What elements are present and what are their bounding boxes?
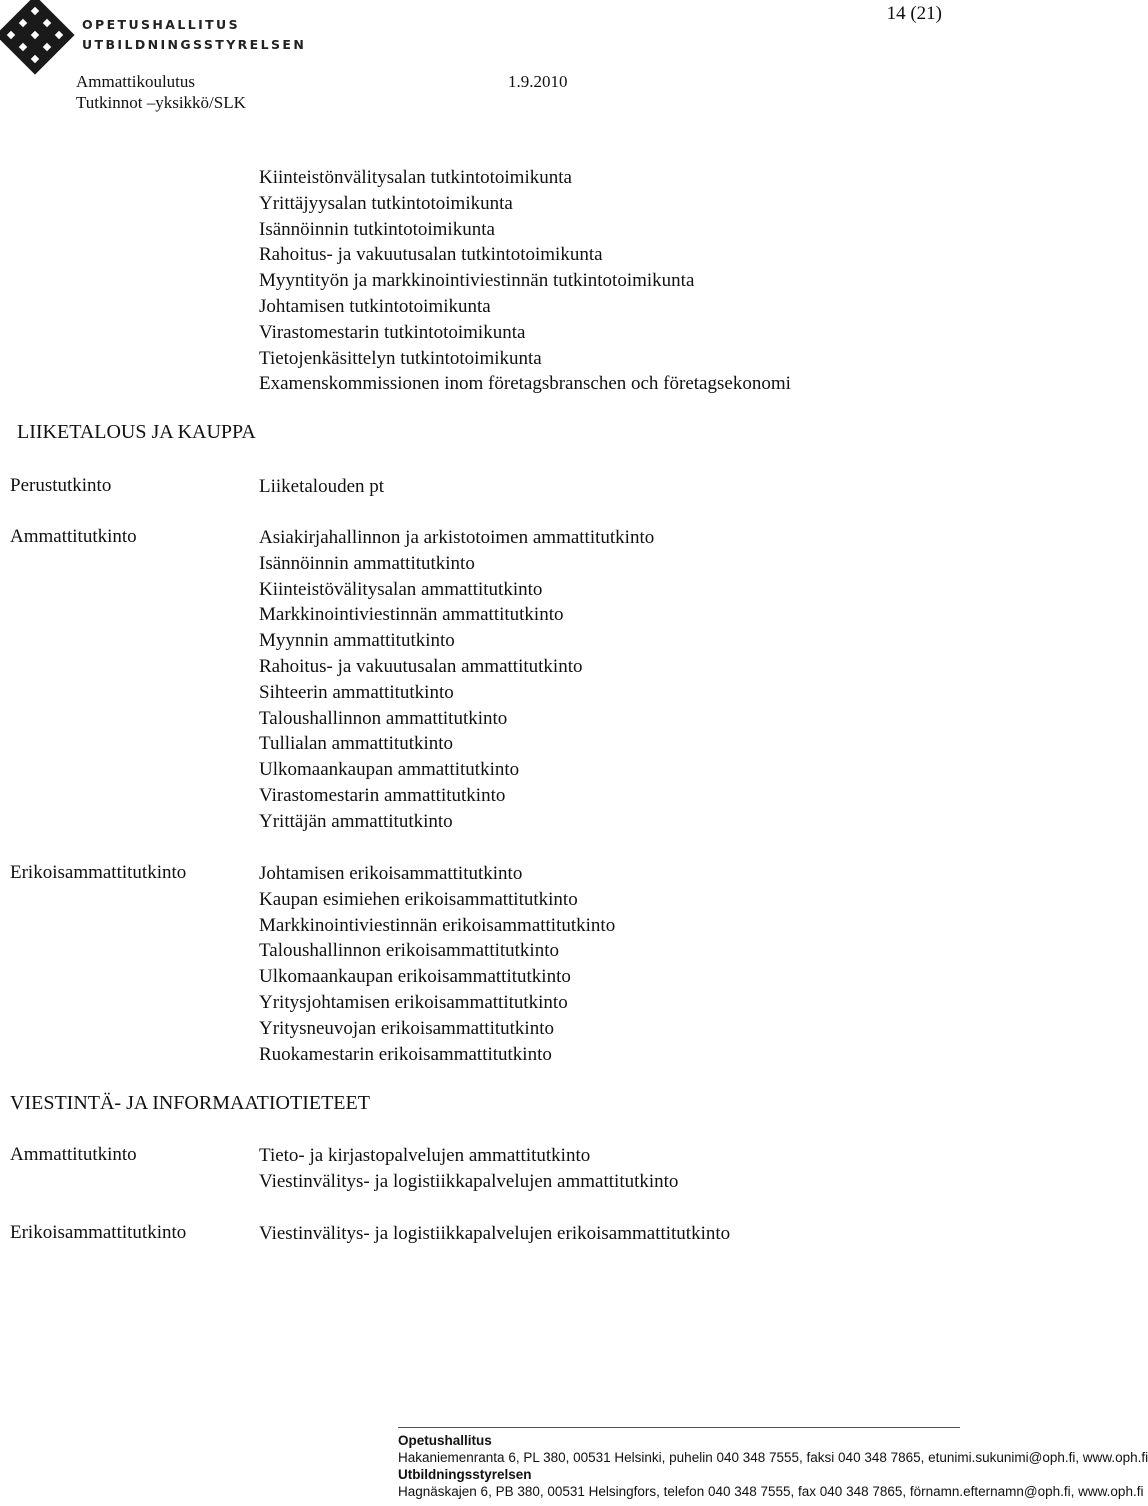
list-item: Tullialan ammattitutkinto <box>259 733 454 755</box>
specialist-degree-list <box>259 1221 730 1247</box>
category-label-basic: Perustutkinto <box>10 475 112 496</box>
list-item: Viestinvälitys- ja logistiikkapalvelujen erikoisammattitutkinto <box>259 1223 731 1244</box>
vocational-degree-list <box>259 525 654 835</box>
list-item: Yrittäjän ammattitutkinto <box>259 810 453 832</box>
list-item: Yrittäjyysalan tutkintotoimikunta <box>259 192 513 214</box>
list-item: Tieto- ja kirjastopalvelujen ammattitutkinto <box>259 1145 591 1166</box>
list-item: Kiinteistövälitysalan ammattitutkinto <box>259 578 543 600</box>
list-item: Taloushallinnon ammattitutkinto <box>259 707 508 729</box>
header-subunit: Tutkinnot –yksikkö/SLK <box>76 93 246 112</box>
category-label-vocational: Ammattitutkinto <box>10 1144 137 1165</box>
list-item: Asiakirjahallinnon ja arkistotoimen ammattitutkinto <box>259 527 655 548</box>
list-item: Examenskommissionen inom företagsbranschen och företagsekonomi <box>259 373 791 395</box>
list-item: Isännöinnin ammattitutkinto <box>259 552 475 574</box>
section-title-business: LIIKETALOUS JA KAUPPA <box>17 421 256 443</box>
category-label-specialist: Erikoisammattitutkinto <box>10 1222 187 1243</box>
list-item: Markkinointiviestinnän erikoisammattitutkinto <box>259 914 616 936</box>
page-number: 14 (21) <box>886 3 942 24</box>
specialist-degree-list <box>259 861 615 1067</box>
list-item: Taloushallinnon erikoisammattitutkinto <box>259 940 559 962</box>
list-item: Myynnin ammattitutkinto <box>259 630 455 652</box>
footer-org-sv: Utbildningsstyrelsen <box>398 1467 532 1482</box>
list-item: Kiinteistönvälitysalan tutkintotoimikunta <box>259 167 572 188</box>
logo-text-sv: UTBILDNINGSSTYRELSEN <box>82 37 307 52</box>
list-item: Liiketalouden pt <box>259 476 385 497</box>
header-unit: Ammattikoulutus <box>76 72 195 91</box>
list-item: Virastomestarin ammattitutkinto <box>259 784 506 806</box>
section-title-communication: VIESTINTÄ- JA INFORMAATIOTIETEET <box>10 1092 370 1114</box>
list-item: Isännöinnin tutkintotoimikunta <box>259 218 495 240</box>
committee-list <box>259 165 791 397</box>
list-item: Sihteerin ammattitutkinto <box>259 681 454 703</box>
list-item: Yritysneuvojan erikoisammattitutkinto <box>259 1017 554 1039</box>
list-item: Rahoitus- ja vakuutusalan ammattitutkinto <box>259 655 583 677</box>
list-item: Johtamisen erikoisammattitutkinto <box>259 863 523 884</box>
list-item: Kaupan esimiehen erikoisammattitutkinto <box>259 888 578 910</box>
footer-address-sv: Hagnäskajen 6, PB 380, 00531 Helsingfors, telefon 040 348 7555, fax 040 348 7865, förnamn.efternamn@oph.fi, www.oph.fi <box>398 1484 1144 1499</box>
header-date: 1.9.2010 <box>508 72 568 91</box>
list-item: Myyntityön ja markkinointiviestinnän tutkintotoimikunta <box>259 270 695 292</box>
footer-org-fi: Opetushallitus <box>398 1433 492 1448</box>
footer-divider <box>398 1427 960 1428</box>
list-item: Johtamisen tutkintotoimikunta <box>259 295 491 317</box>
list-item: Virastomestarin tutkintotoimikunta <box>259 321 526 343</box>
list-item: Rahoitus- ja vakuutusalan tutkintotoimikunta <box>259 244 603 266</box>
list-item: Ruokamestarin erikoisammattitutkinto <box>259 1043 552 1065</box>
list-item: Yritysjohtamisen erikoisammattitutkinto <box>259 991 568 1013</box>
footer-address-fi: Hakaniemenranta 6, PL 380, 00531 Helsinki, puhelin 040 348 7555, faksi 040 348 7865, etunimi.sukunimi@oph.fi, www.oph.fi <box>398 1450 1148 1465</box>
vocational-degree-list <box>259 1143 678 1195</box>
list-item: Ulkomaankaupan ammattitutkinto <box>259 759 520 781</box>
opetushallitus-logo-icon <box>0 0 70 70</box>
category-label-vocational: Ammattitutkinto <box>10 526 137 547</box>
list-item: Viestinvälitys- ja logistiikkapalvelujen ammattitutkinto <box>259 1170 679 1192</box>
basic-degree-list <box>259 474 384 500</box>
list-item: Markkinointiviestinnän ammattitutkinto <box>259 604 564 626</box>
logo-text-fi: OPETUSHALLITUS <box>82 17 241 32</box>
category-label-specialist: Erikoisammattitutkinto <box>10 862 187 883</box>
list-item: Tietojenkäsittelyn tutkintotoimikunta <box>259 347 542 369</box>
list-item: Ulkomaankaupan erikoisammattitutkinto <box>259 966 571 988</box>
